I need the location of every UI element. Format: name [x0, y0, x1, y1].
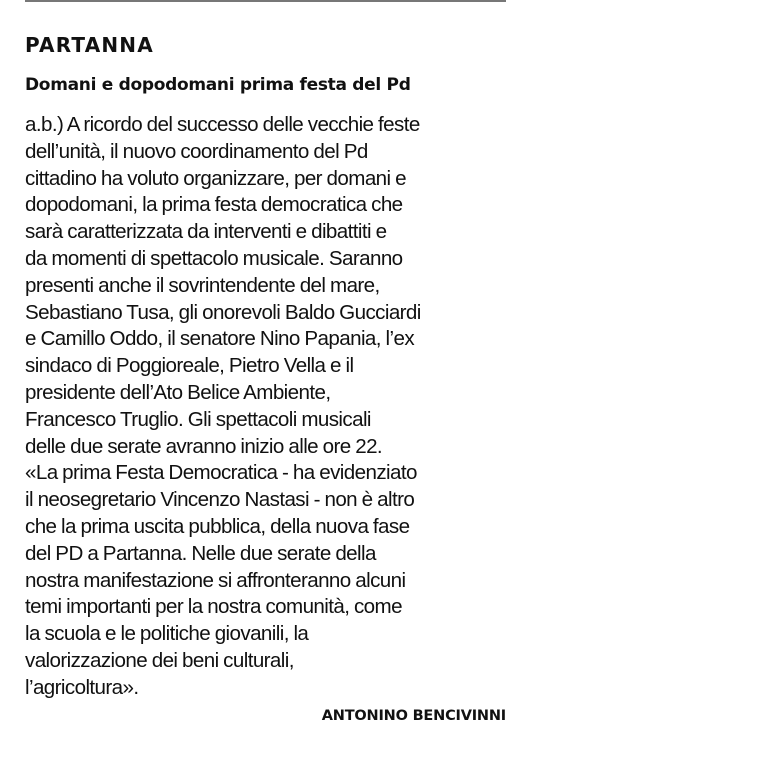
body-line: del PD a Partanna. Nelle due serate della: [25, 541, 376, 565]
body-line: sindaco di Poggioreale, Pietro Vella e il: [25, 354, 354, 378]
headline: Domani e dopodomani prima festa del Pd: [25, 75, 411, 95]
body-line: delle due serate avranno inizio alle ore 22.: [25, 434, 383, 458]
body-line: nostra manifestazione si affronteranno alcuni: [25, 568, 406, 592]
body-line: il neosegretario Vincenzo Nastasi - non è altro: [25, 488, 415, 512]
body-line: la scuola e le politiche giovanili, la: [25, 622, 309, 646]
body-line: «La prima Festa Democratica - ha evidenziato: [25, 461, 417, 485]
top-divider: [25, 0, 506, 2]
author-byline: ANTONINO BENCIVINNI: [321, 707, 506, 724]
section-title: PARTANNA: [25, 33, 154, 57]
body-line: che la prima uscita pubblica, della nuova fase: [25, 514, 410, 538]
article-body: [25, 112, 506, 702]
body-line: valorizzazione dei beni culturali,: [25, 648, 294, 672]
body-line: cittadino ha voluto organizzare, per domani e: [25, 166, 406, 190]
body-line: presenti anche il sovrintendente del mare,: [25, 273, 380, 297]
body-line: presidente dell’Ato Belice Ambiente,: [25, 380, 331, 404]
body-line: temi importanti per la nostra comunità, come: [25, 595, 402, 619]
body-line: Francesco Truglio. Gli spettacoli musicali: [25, 407, 371, 431]
body-line: a.b.) A ricordo del successo delle vecchie feste: [25, 113, 420, 136]
body-line: sarà caratterizzata da interventi e dibattiti e: [25, 220, 387, 244]
body-line: dopodomani, la prima festa democratica che: [25, 193, 403, 217]
body-line: da momenti di spettacolo musicale. Saranno: [25, 246, 403, 270]
body-line: dell’unità, il nuovo coordinamento del Pd: [25, 139, 368, 163]
body-line: l’agricoltura».: [25, 675, 139, 699]
body-line: e Camillo Oddo, il senatore Nino Papania, l’ex: [25, 327, 415, 351]
article: [25, 30, 506, 728]
body-line: Sebastiano Tusa, gli onorevoli Baldo Gucciardi: [25, 300, 421, 324]
